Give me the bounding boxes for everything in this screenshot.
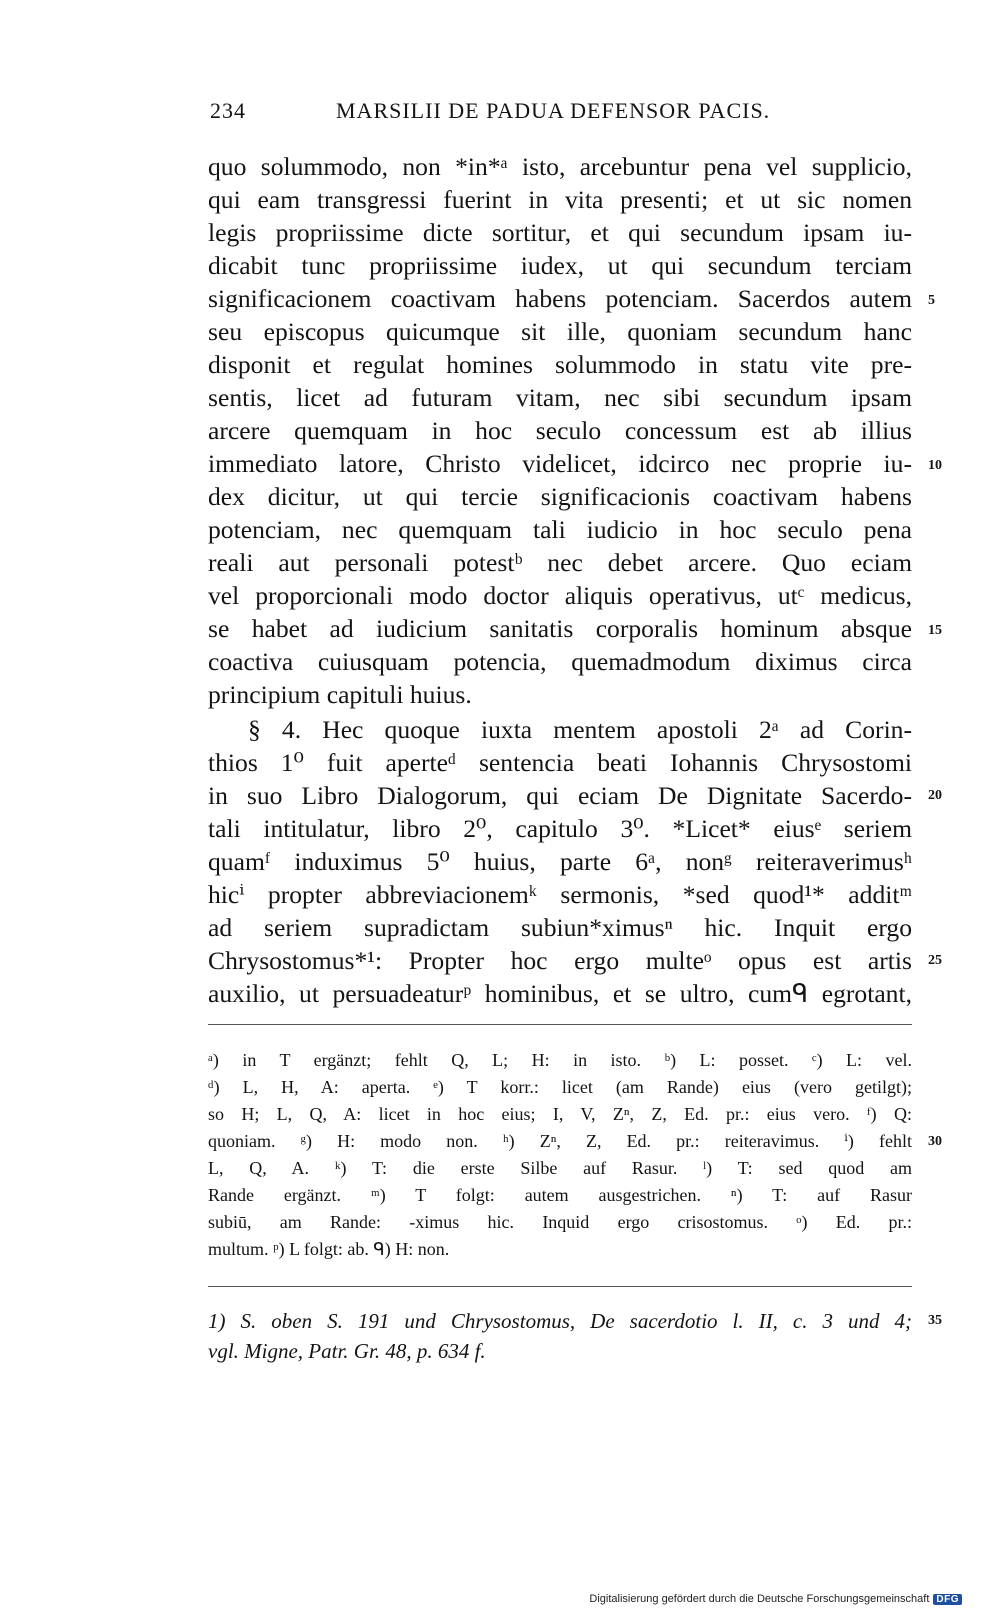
page-number: 234 <box>210 98 246 123</box>
text-line: seu episcopus quicumque sit ille, quoniam secundum hanc <box>208 317 912 346</box>
text-line: hicⁱ propter abbreviacionemᵏ sermonis, *sed quod¹* additᵐ <box>208 880 912 909</box>
text-line: Chrysostomus*¹: Propter hoc ergo multeᵒ opus est artis <box>208 946 912 975</box>
text-line: reali aut personali potestᵇ nec debet arcere. Quo eciam <box>208 548 912 577</box>
text-line: principium capituli huius. <box>208 680 472 709</box>
text-line: thios 1⁰ fuit aperteᵈ sentencia beati Iohannis Chrysostomi <box>208 748 912 777</box>
text-line: sentis, licet ad futuram vitam, nec sibi secundum ipsam <box>208 383 912 412</box>
text-line: disponit et regulat homines solummodo in statu vite pre- <box>208 350 912 379</box>
source-note-line: vgl. Migne, Patr. Gr. 48, p. 634 f. <box>208 1339 486 1363</box>
text-line: significacionem coactivam habens potenciam. Sacerdos autem <box>208 284 912 313</box>
text-line: immediato latore, Christo videlicet, idcirco nec proprie iu- <box>208 449 912 478</box>
text-line: auxilio, ut persuadeaturᵖ hominibus, et se ultro, cumᑫ egrotant, <box>208 979 912 1008</box>
line-number-margin: 25 <box>928 953 942 968</box>
digitization-credit <box>589 1593 962 1605</box>
text-line: ad seriem supradictam subiun*ximusⁿ hic. Inquit ergo <box>208 913 912 942</box>
line-number-margin: 35 <box>928 1313 942 1328</box>
text-line: quamᶠ induximus 5⁰ huius, parte 6ᵃ, nonᵍ reiteraverimusʰ <box>208 847 912 876</box>
text-line: qui eam transgressi fuerint in vita presenti; et ut sic nomen <box>208 185 912 214</box>
paragraph-start-line: § 4. Hec quoque iuxta mentem apostoli 2ᵃ ad Corin- <box>248 715 912 744</box>
apparatus-line: L, Q, A. ᵏ) T: die erste Silbe auf Rasur. ˡ) T: sed quod am <box>208 1158 912 1178</box>
line-number-margin: 30 <box>928 1134 942 1149</box>
text-line: arcere quemquam in hoc seculo concessum est ab illius <box>208 416 912 445</box>
running-title: MARSILII DE PADUA DEFENSOR PACIS. <box>336 98 771 123</box>
text-line: in suo Libro Dialogorum, qui eciam De Dignitate Sacerdo- <box>208 781 912 810</box>
text-line: coactiva cuiusquam potencia, quemadmodum diximus circa <box>208 647 912 676</box>
text-line: tali intitulatur, libro 2⁰, capitulo 3⁰. *Licet* eiusᵉ seriem <box>208 814 912 843</box>
text-line: vel proporcionali modo doctor aliquis operativus, utᶜ medicus, <box>208 581 912 610</box>
apparatus-line: so H; L, Q, A: licet in hoc eius; I, V, Zⁿ, Z, Ed. pr.: eius vero. ᶠ) Q: <box>208 1104 912 1124</box>
apparatus-line: quoniam. ᵍ) H: modo non. ʰ) Zⁿ, Z, Ed. pr.: reiteravimus. ⁱ) fehlt <box>208 1131 912 1151</box>
dfg-logo-icon: DFG <box>933 1594 962 1605</box>
source-divider <box>208 1286 912 1287</box>
apparatus-line: subiū, am Rande: -ximus hic. Inquid ergo crisostomus. ᵒ) Ed. pr.: <box>208 1212 912 1232</box>
text-line: legis propriissime dicte sortitur, et qui secundum ipsam iu- <box>208 218 912 247</box>
text-line: potenciam, nec quemquam tali iudicio in hoc seculo pena <box>208 515 912 544</box>
credit-text: Digitalisierung gefördert durch die Deutsche Forschungsgemeinschaft <box>589 1593 930 1605</box>
line-number-margin: 5 <box>928 293 935 308</box>
text-line: dex dicitur, ut qui tercie significacionis coactivam habens <box>208 482 912 511</box>
footnote-divider <box>208 1024 912 1025</box>
running-header <box>210 98 912 132</box>
line-number-margin: 20 <box>928 788 942 803</box>
text-line: quo solummodo, non *in*ᵃ isto, arcebuntur pena vel supplicio, <box>208 152 912 181</box>
line-number-margin: 10 <box>928 458 942 473</box>
text-line: se habet ad iudicium sanitatis corporalis hominum absque <box>208 614 912 643</box>
apparatus-line: ᵃ) in T ergänzt; fehlt Q, L; H: in isto. ᵇ) L: posset. ᶜ) L: vel. <box>208 1050 912 1070</box>
source-note-line: 1) S. oben S. 191 und Chrysostomus, De sacerdotio l. II, c. 3 und 4; <box>208 1309 912 1333</box>
apparatus-line: ᵈ) L, H, A: aperta. ᵉ) T korr.: licet (am Rande) eius (vero getilgt); <box>208 1077 912 1097</box>
apparatus-line: Rande ergänzt. ᵐ) T folgt: autem ausgestrichen. ⁿ) T: auf Rasur <box>208 1185 912 1205</box>
text-line: dicabit tunc propriissime iudex, ut qui secundum terciam <box>208 251 912 280</box>
line-number-margin: 15 <box>928 623 942 638</box>
apparatus-line: multum. ᵖ) L folgt: ab. ᑫ) H: non. <box>208 1239 450 1259</box>
